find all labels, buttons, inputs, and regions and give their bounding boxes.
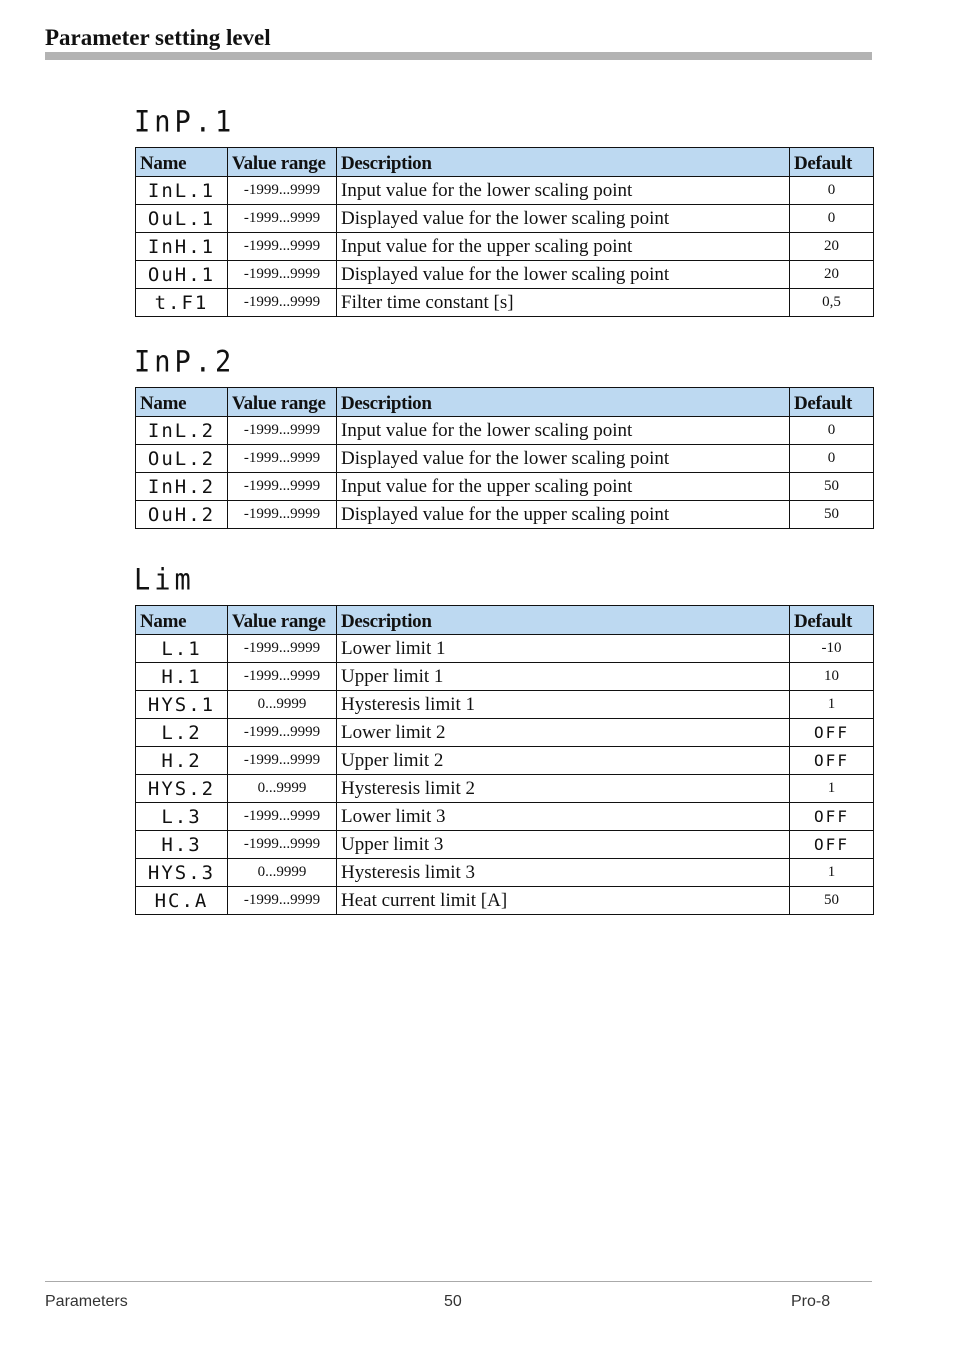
param-name: HC.A (136, 887, 228, 915)
param-name: L.2 (136, 719, 228, 747)
param-default: 0 (790, 205, 874, 233)
param-description: Displayed value for the lower scaling point (337, 205, 790, 233)
param-range: -1999...9999 (228, 177, 337, 205)
table-inp1 (135, 147, 874, 317)
table-inp2 (135, 387, 874, 529)
footer-rule (45, 1281, 872, 1282)
col-name-header: Name (136, 606, 228, 635)
table-row (136, 803, 874, 831)
param-description: Lower limit 2 (337, 719, 790, 747)
table-header-row (136, 388, 874, 417)
param-default: OFF (790, 803, 874, 831)
param-default: 50 (790, 887, 874, 915)
param-description: Hysteresis limit 3 (337, 859, 790, 887)
param-range: 0...9999 (228, 775, 337, 803)
table-row (136, 691, 874, 719)
param-default: 1 (790, 691, 874, 719)
param-name: InH.2 (136, 473, 228, 501)
footer-page-number: 50 (444, 1293, 462, 1310)
section-code-inp1: InP.1 (134, 104, 236, 139)
param-range: -1999...9999 (228, 417, 337, 445)
param-name: OuL.2 (136, 445, 228, 473)
param-name: H.1 (136, 663, 228, 691)
col-range-header: Value range (228, 148, 337, 177)
param-description: Displayed value for the lower scaling point (337, 445, 790, 473)
param-name: HYS.3 (136, 859, 228, 887)
table-row (136, 747, 874, 775)
param-default: 1 (790, 775, 874, 803)
col-default-header: Default (790, 606, 874, 635)
param-range: 0...9999 (228, 691, 337, 719)
param-range: -1999...9999 (228, 747, 337, 775)
param-range: -1999...9999 (228, 473, 337, 501)
param-default: 20 (790, 261, 874, 289)
col-description-header: Description (337, 148, 790, 177)
param-default: 0 (790, 417, 874, 445)
param-range: -1999...9999 (228, 831, 337, 859)
param-range: -1999...9999 (228, 501, 337, 529)
table-row (136, 859, 874, 887)
table-row (136, 473, 874, 501)
col-description-header: Description (337, 388, 790, 417)
col-description-header: Description (337, 606, 790, 635)
footer-product-name: Pro-8 (791, 1293, 831, 1310)
section-code-inp2: InP.2 (134, 344, 236, 379)
param-description: Lower limit 3 (337, 803, 790, 831)
param-default: 50 (790, 501, 874, 529)
param-description: Displayed value for the upper scaling point (337, 501, 790, 529)
table-row (136, 177, 874, 205)
param-name: H.3 (136, 831, 228, 859)
table-row (136, 417, 874, 445)
col-default-header: Default (790, 388, 874, 417)
param-description: Input value for the lower scaling point (337, 177, 790, 205)
param-range: -1999...9999 (228, 635, 337, 663)
table-row (136, 261, 874, 289)
param-name: HYS.1 (136, 691, 228, 719)
table-row (136, 719, 874, 747)
param-description: Hysteresis limit 2 (337, 775, 790, 803)
table-row (136, 887, 874, 915)
table-row (136, 445, 874, 473)
table-row (136, 663, 874, 691)
param-description: Input value for the lower scaling point (337, 417, 790, 445)
param-range: -1999...9999 (228, 233, 337, 261)
param-description: Upper limit 1 (337, 663, 790, 691)
param-range: -1999...9999 (228, 663, 337, 691)
param-default: 0 (790, 445, 874, 473)
param-description: Filter time constant [s] (337, 289, 790, 317)
table-row (136, 205, 874, 233)
col-default-header: Default (790, 148, 874, 177)
param-range: -1999...9999 (228, 719, 337, 747)
param-default: OFF (790, 719, 874, 747)
section-code-lim: Lim (134, 562, 195, 597)
param-description: Input value for the upper scaling point (337, 473, 790, 501)
param-description: Upper limit 2 (337, 747, 790, 775)
param-default: 20 (790, 233, 874, 261)
header-rule (45, 52, 872, 60)
table-row (136, 831, 874, 859)
param-description: Hysteresis limit 1 (337, 691, 790, 719)
param-name: InL.1 (136, 177, 228, 205)
param-default: 10 (790, 663, 874, 691)
page-header (45, 24, 872, 52)
param-range: -1999...9999 (228, 887, 337, 915)
param-name: InH.1 (136, 233, 228, 261)
param-name: t.F1 (136, 289, 228, 317)
table-row (136, 635, 874, 663)
param-name: H.2 (136, 747, 228, 775)
page-title: Parameter setting level (45, 25, 271, 50)
param-description: Heat current limit [A] (337, 887, 790, 915)
param-default: 0 (790, 177, 874, 205)
table-header-row (136, 148, 874, 177)
param-description: Displayed value for the lower scaling point (337, 261, 790, 289)
param-default: OFF (790, 747, 874, 775)
param-range: 0...9999 (228, 859, 337, 887)
param-name: OuH.1 (136, 261, 228, 289)
param-default: 0,5 (790, 289, 874, 317)
param-default: 50 (790, 473, 874, 501)
param-range: -1999...9999 (228, 289, 337, 317)
param-name: L.1 (136, 635, 228, 663)
param-description: Lower limit 1 (337, 635, 790, 663)
col-range-header: Value range (228, 606, 337, 635)
col-name-header: Name (136, 388, 228, 417)
table-row (136, 233, 874, 261)
table-row (136, 501, 874, 529)
param-name: L.3 (136, 803, 228, 831)
param-name: InL.2 (136, 417, 228, 445)
table-row (136, 775, 874, 803)
param-range: -1999...9999 (228, 803, 337, 831)
param-name: HYS.2 (136, 775, 228, 803)
param-range: -1999...9999 (228, 205, 337, 233)
footer-section-label: Parameters (45, 1293, 128, 1310)
table-header-row (136, 606, 874, 635)
param-name: OuH.2 (136, 501, 228, 529)
table-row (136, 289, 874, 317)
param-range: -1999...9999 (228, 261, 337, 289)
param-default: OFF (790, 831, 874, 859)
col-range-header: Value range (228, 388, 337, 417)
param-default: -10 (790, 635, 874, 663)
table-lim (135, 605, 874, 915)
col-name-header: Name (136, 148, 228, 177)
param-description: Input value for the upper scaling point (337, 233, 790, 261)
param-name: OuL.1 (136, 205, 228, 233)
param-range: -1999...9999 (228, 445, 337, 473)
param-description: Upper limit 3 (337, 831, 790, 859)
param-default: 1 (790, 859, 874, 887)
